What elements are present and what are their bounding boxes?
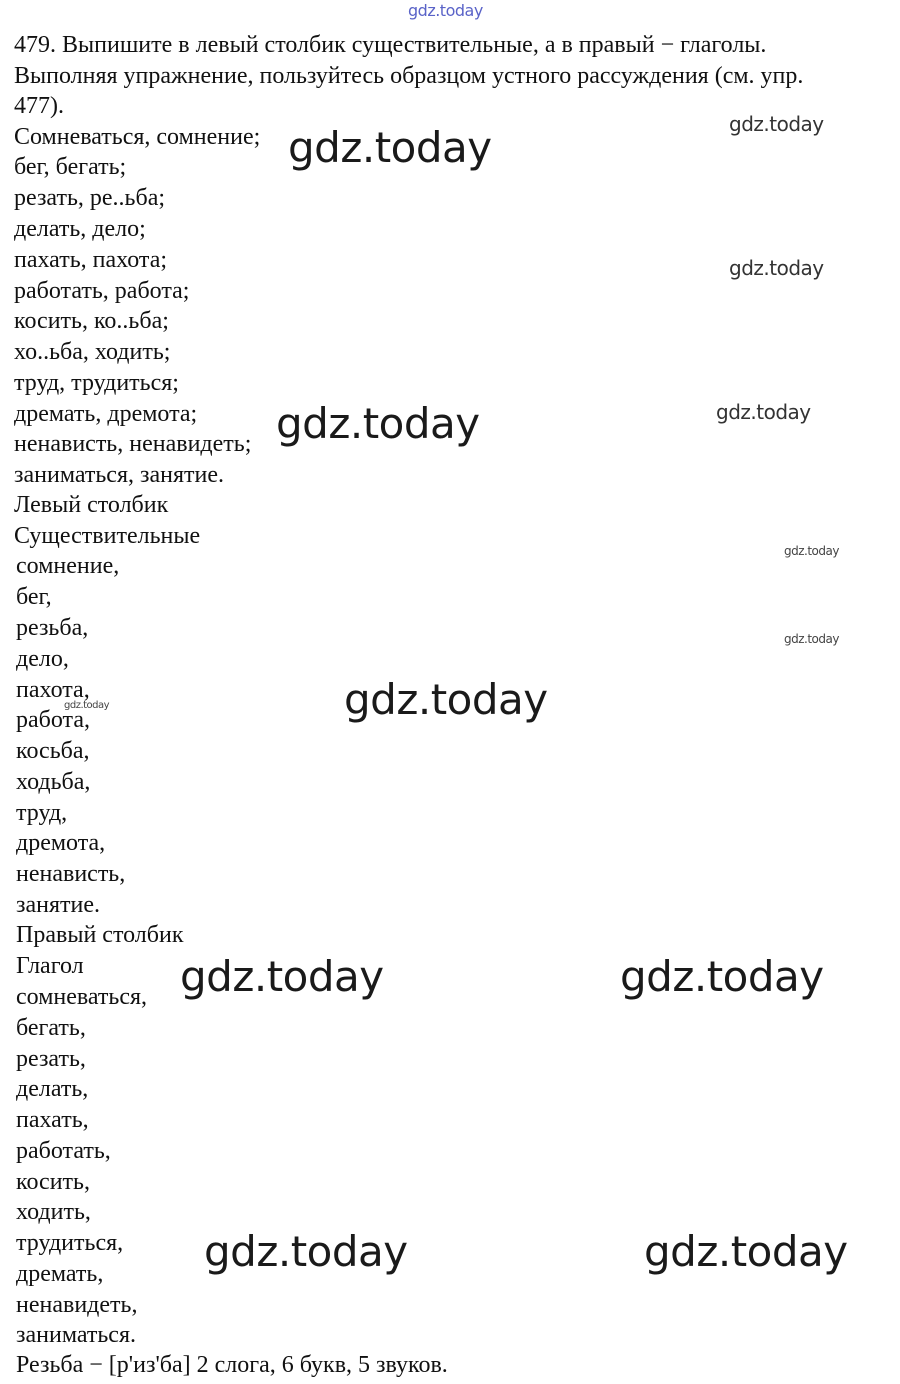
word-pair: Сомневаться, сомнение; — [14, 124, 261, 150]
verb-item: заниматься. — [16, 1322, 136, 1348]
verb-item: резать, — [16, 1046, 86, 1072]
verb-item: делать, — [16, 1076, 89, 1102]
verb-item: работать, — [16, 1138, 111, 1164]
word-pair: ненависть, ненавидеть; — [14, 431, 252, 457]
header-watermark: gdz.today — [408, 1, 483, 20]
watermark: gdz.today — [344, 675, 548, 724]
noun-item: труд, — [16, 800, 68, 826]
noun-item: пахота, — [16, 677, 90, 703]
noun-item: ненависть, — [16, 861, 126, 887]
word-pair: заниматься, занятие. — [14, 462, 224, 488]
word-pair: дремать, дремота; — [14, 401, 198, 427]
left-column-heading: Левый столбик — [14, 492, 169, 518]
watermark: gdz.today — [784, 544, 839, 558]
watermark: gdz.today — [729, 256, 824, 280]
watermark: gdz.today — [716, 400, 811, 424]
verb-item: трудиться, — [16, 1230, 124, 1256]
verb-item: ненавидеть, — [16, 1292, 138, 1318]
word-pair: хо..ьба, ходить; — [14, 339, 171, 365]
word-pair: пахать, пахота; — [14, 247, 168, 273]
noun-item: дело, — [16, 646, 69, 672]
verb-item: сомневаться, — [16, 984, 148, 1010]
watermark: gdz.today — [288, 123, 492, 172]
task-line-3: 477). — [14, 93, 64, 119]
noun-item: работа, — [16, 707, 90, 733]
watermark: gdz.today — [729, 112, 824, 136]
right-column-heading: Правый столбик — [16, 922, 184, 948]
word-pair: работать, работа; — [14, 278, 190, 304]
noun-item: занятие. — [16, 892, 100, 918]
verb-item: ходить, — [16, 1199, 91, 1225]
verb-item: дремать, — [16, 1261, 104, 1287]
left-column-subheading: Существительные — [14, 523, 201, 549]
noun-item: бег, — [16, 584, 52, 610]
verb-item: пахать, — [16, 1107, 89, 1133]
watermark: gdz.today — [204, 1227, 408, 1276]
noun-item: ходьба, — [16, 769, 91, 795]
noun-item: дремота, — [16, 830, 106, 856]
task-line-2: Выполняя упражнение, пользуйтесь образцом устного рассуждения (см. упр. — [14, 63, 804, 89]
noun-item: резьба, — [16, 615, 89, 641]
word-pair: делать, дело; — [14, 216, 146, 242]
watermark: gdz.today — [276, 399, 480, 448]
right-column-subheading: Глагол — [16, 953, 84, 979]
word-pair: резать, ре..ьба; — [14, 185, 166, 211]
word-pair: косить, ко..ьба; — [14, 308, 169, 334]
watermark: gdz.today — [64, 700, 110, 711]
word-pair: бег, бегать; — [14, 154, 127, 180]
task-line-1: 479. Выпишите в левый столбик существительные, а в правый − глаголы. — [14, 32, 767, 58]
watermark: gdz.today — [784, 632, 839, 646]
watermark: gdz.today — [180, 952, 384, 1001]
watermark: gdz.today — [620, 952, 824, 1001]
verb-item: косить, — [16, 1169, 90, 1195]
phonetic-analysis: Резьба − [р'из'ба] 2 слога, 6 букв, 5 звуков. — [16, 1352, 448, 1378]
noun-item: сомнение, — [16, 553, 120, 579]
verb-item: бегать, — [16, 1015, 86, 1041]
noun-item: косьба, — [16, 738, 90, 764]
word-pair: труд, трудиться; — [14, 370, 179, 396]
watermark: gdz.today — [644, 1227, 848, 1276]
